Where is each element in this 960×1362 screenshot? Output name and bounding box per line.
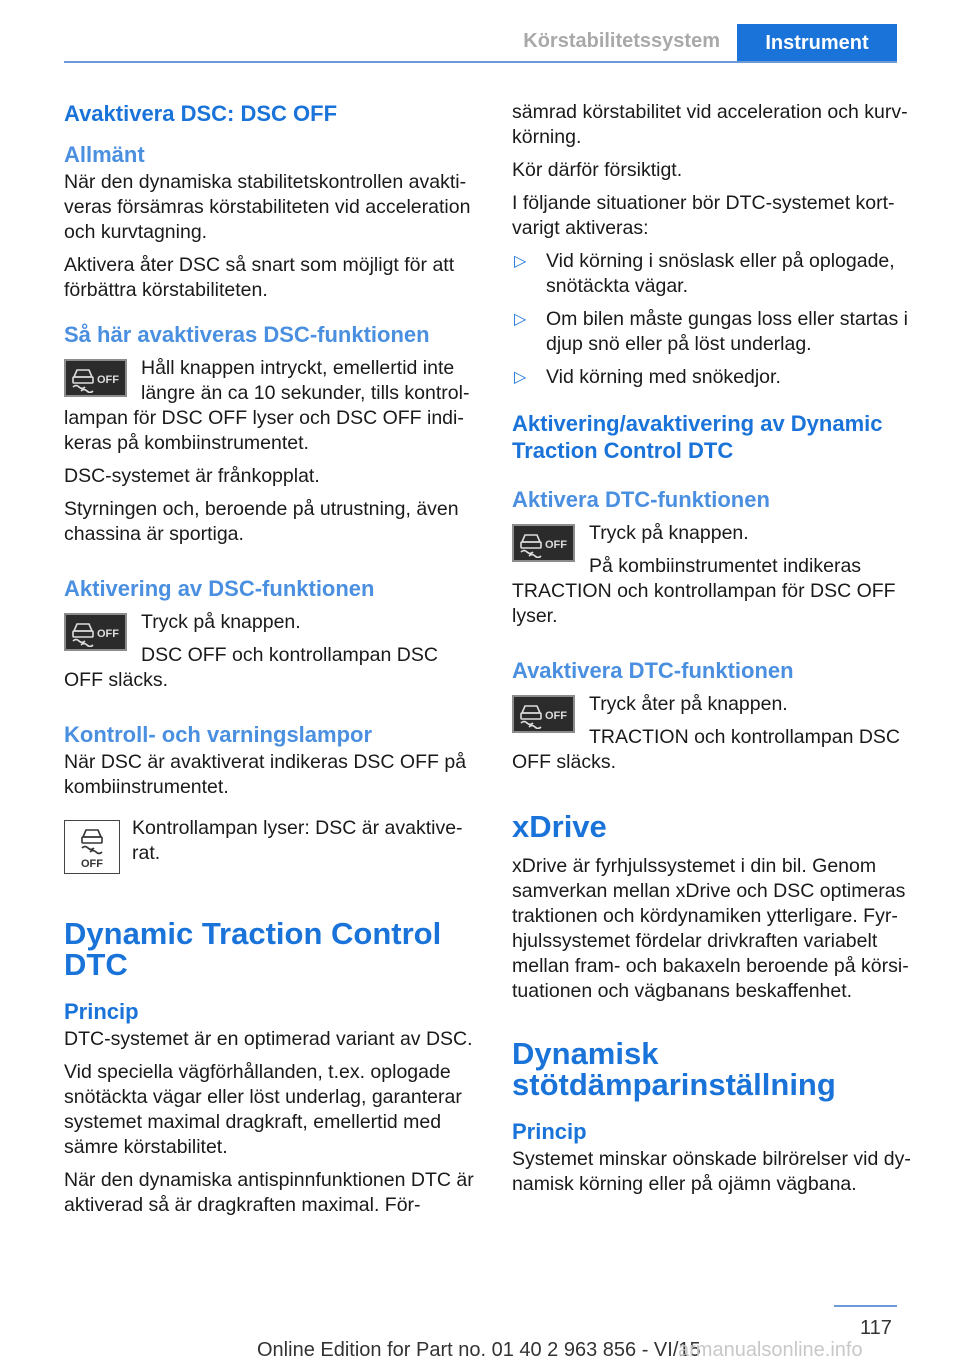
paragraph: Systemet minskar oönskade bilrörelser vid dy-namisk körning eller på ojämn vägbana. [512,1148,911,1195]
heading-dtc: Dynamic Traction Control DTC [64,916,442,982]
svg-text:OFF: OFF [545,710,567,722]
dsc-off-button-icon [64,359,127,397]
heading-princip: Princip [512,1119,587,1144]
paragraph: sämrad körstabilitet vid acceleration och kurv-körning. [512,101,908,148]
heading-dsc-off: Avaktivera DSC: DSC OFF [64,101,338,126]
paragraph: Håll knappen intryckt, emellertid inte längre än ca 10 sekunder, tills kontrol-lampan för DSC OFF lyser och DSC OFF indi-keras på kombiinstrumentet. [64,357,470,454]
dsc-off-instruction [64,356,480,464]
dsc-off-button-icon [512,524,575,562]
heading-aktivering-dtc: Aktivering/avaktivering av Dynamic Traction Control DTC [512,411,883,463]
dsc-off-indicator-lamp-icon [64,820,120,874]
paragraph: Tryck på knappen. [589,522,749,544]
page-number: 117 [860,1317,892,1339]
list-item: ▷ Vid körning i snöslask eller på oplogade, snötäckta vägar. [512,249,928,299]
left-column [64,100,480,1226]
paragraph: TRACTION och kontrollampan DSC OFF släcks. [512,726,901,773]
dsc-off-button-icon [64,613,127,651]
paragraph: På kombiinstrumentet indikeras TRACTION och kontrollampan för DSC OFF lyser. [512,555,896,627]
svg-text:OFF: OFF [81,858,103,870]
paragraph: När den dynamiska antispinnfunktionen DTC är aktiverad så är dragkraften maximal. För- [64,1169,474,1216]
svg-text:OFF: OFF [97,374,119,386]
paragraph: Kontrollampan lyser: DSC är avaktive-rat. [132,817,463,864]
heading-princip: Princip [64,999,139,1024]
paragraph: DTC-systemet är en optimerad variant av DSC. [64,1028,473,1050]
paragraph: Vid speciella vägförhållanden, t.ex. oplogade snötäckta vägar eller löst underlag, garanterar systemet maximal dragkraft, emellertid med sämre körstabilitet. [64,1061,462,1158]
heading-allmant: Allmänt [64,142,145,167]
paragraph: I följande situationer bör DTC-systemet kort-varigt aktiveras: [512,192,895,239]
heading-xdrive: xDrive [512,809,607,844]
paragraph: Kör därför försiktigt. [512,159,683,181]
paragraph: Aktivera åter DSC så snart som möjligt för att förbättra körstabiliteten. [64,254,455,301]
heading-kontroll: Kontroll- och varningslampor [64,722,373,747]
heading-aktivering-dsc: Aktivering av DSC-funktionen [64,576,375,601]
footer-rule [834,1305,897,1307]
dtc-on-instruction [512,521,928,657]
watermark: armanualsonline.info [678,1339,863,1361]
list-item: ▷ Om bilen måste gungas loss eller startas i djup snö eller på löst underlag. [512,307,928,357]
paragraph: När DSC är avaktiverat indikeras DSC OFF på kombiinstrumentet. [64,751,467,798]
heading-sa-har: Så här avaktiveras DSC-funktionen [64,322,430,347]
paragraph: Styrningen och, beroende på utrustning, även chassina är sportiga. [64,498,459,545]
paragraph: DSC OFF och kontrollampan DSC OFF släcks. [64,644,438,691]
header-rule [64,61,897,63]
dsc-off-button-icon [512,695,575,733]
edition-note: Online Edition for Part no. 01 40 2 963 856 - VI/15 [257,1339,701,1361]
paragraph: Tryck på knappen. [141,611,301,633]
dtc-off-instruction [512,692,928,811]
paragraph: xDrive är fyrhjulssystemet i din bil. Genom samverkan mellan xDrive och DSC optimeras traktionen och kördynamiken ytterligare. Fyr-hjulssystemet fördelar drivkraften variabelt mellan fram- och bakaxeln beroende på körsi-tuationen och vägbanans beskaffenhet. [512,855,909,1002]
header-chapter-tab: Instrument [737,24,897,62]
svg-text:OFF: OFF [545,539,567,551]
indicator-lamp-row [64,816,480,878]
right-column [512,100,928,1205]
paragraph: Tryck åter på knappen. [589,693,788,715]
heading-aktivera-dtc: Aktivera DTC-funktionen [512,487,770,512]
page-header [0,0,960,64]
paragraph: När den dynamiska stabilitetskontrollen avakti-veras försämras körstabiliteten vid acceleration och kurvtagning. [64,171,471,243]
heading-avaktivera-dtc: Avaktivera DTC-funktionen [512,658,794,683]
heading-dampning: Dynamisk stötdämparinställning [512,1036,836,1102]
paragraph: DSC-systemet är frånkopplat. [64,465,320,487]
svg-text:OFF: OFF [97,628,119,640]
header-section-title: Körstabilitetssystem [523,30,720,52]
dsc-on-instruction [64,610,480,721]
list-item: ▷ Vid körning med snökedjor. [512,365,928,390]
